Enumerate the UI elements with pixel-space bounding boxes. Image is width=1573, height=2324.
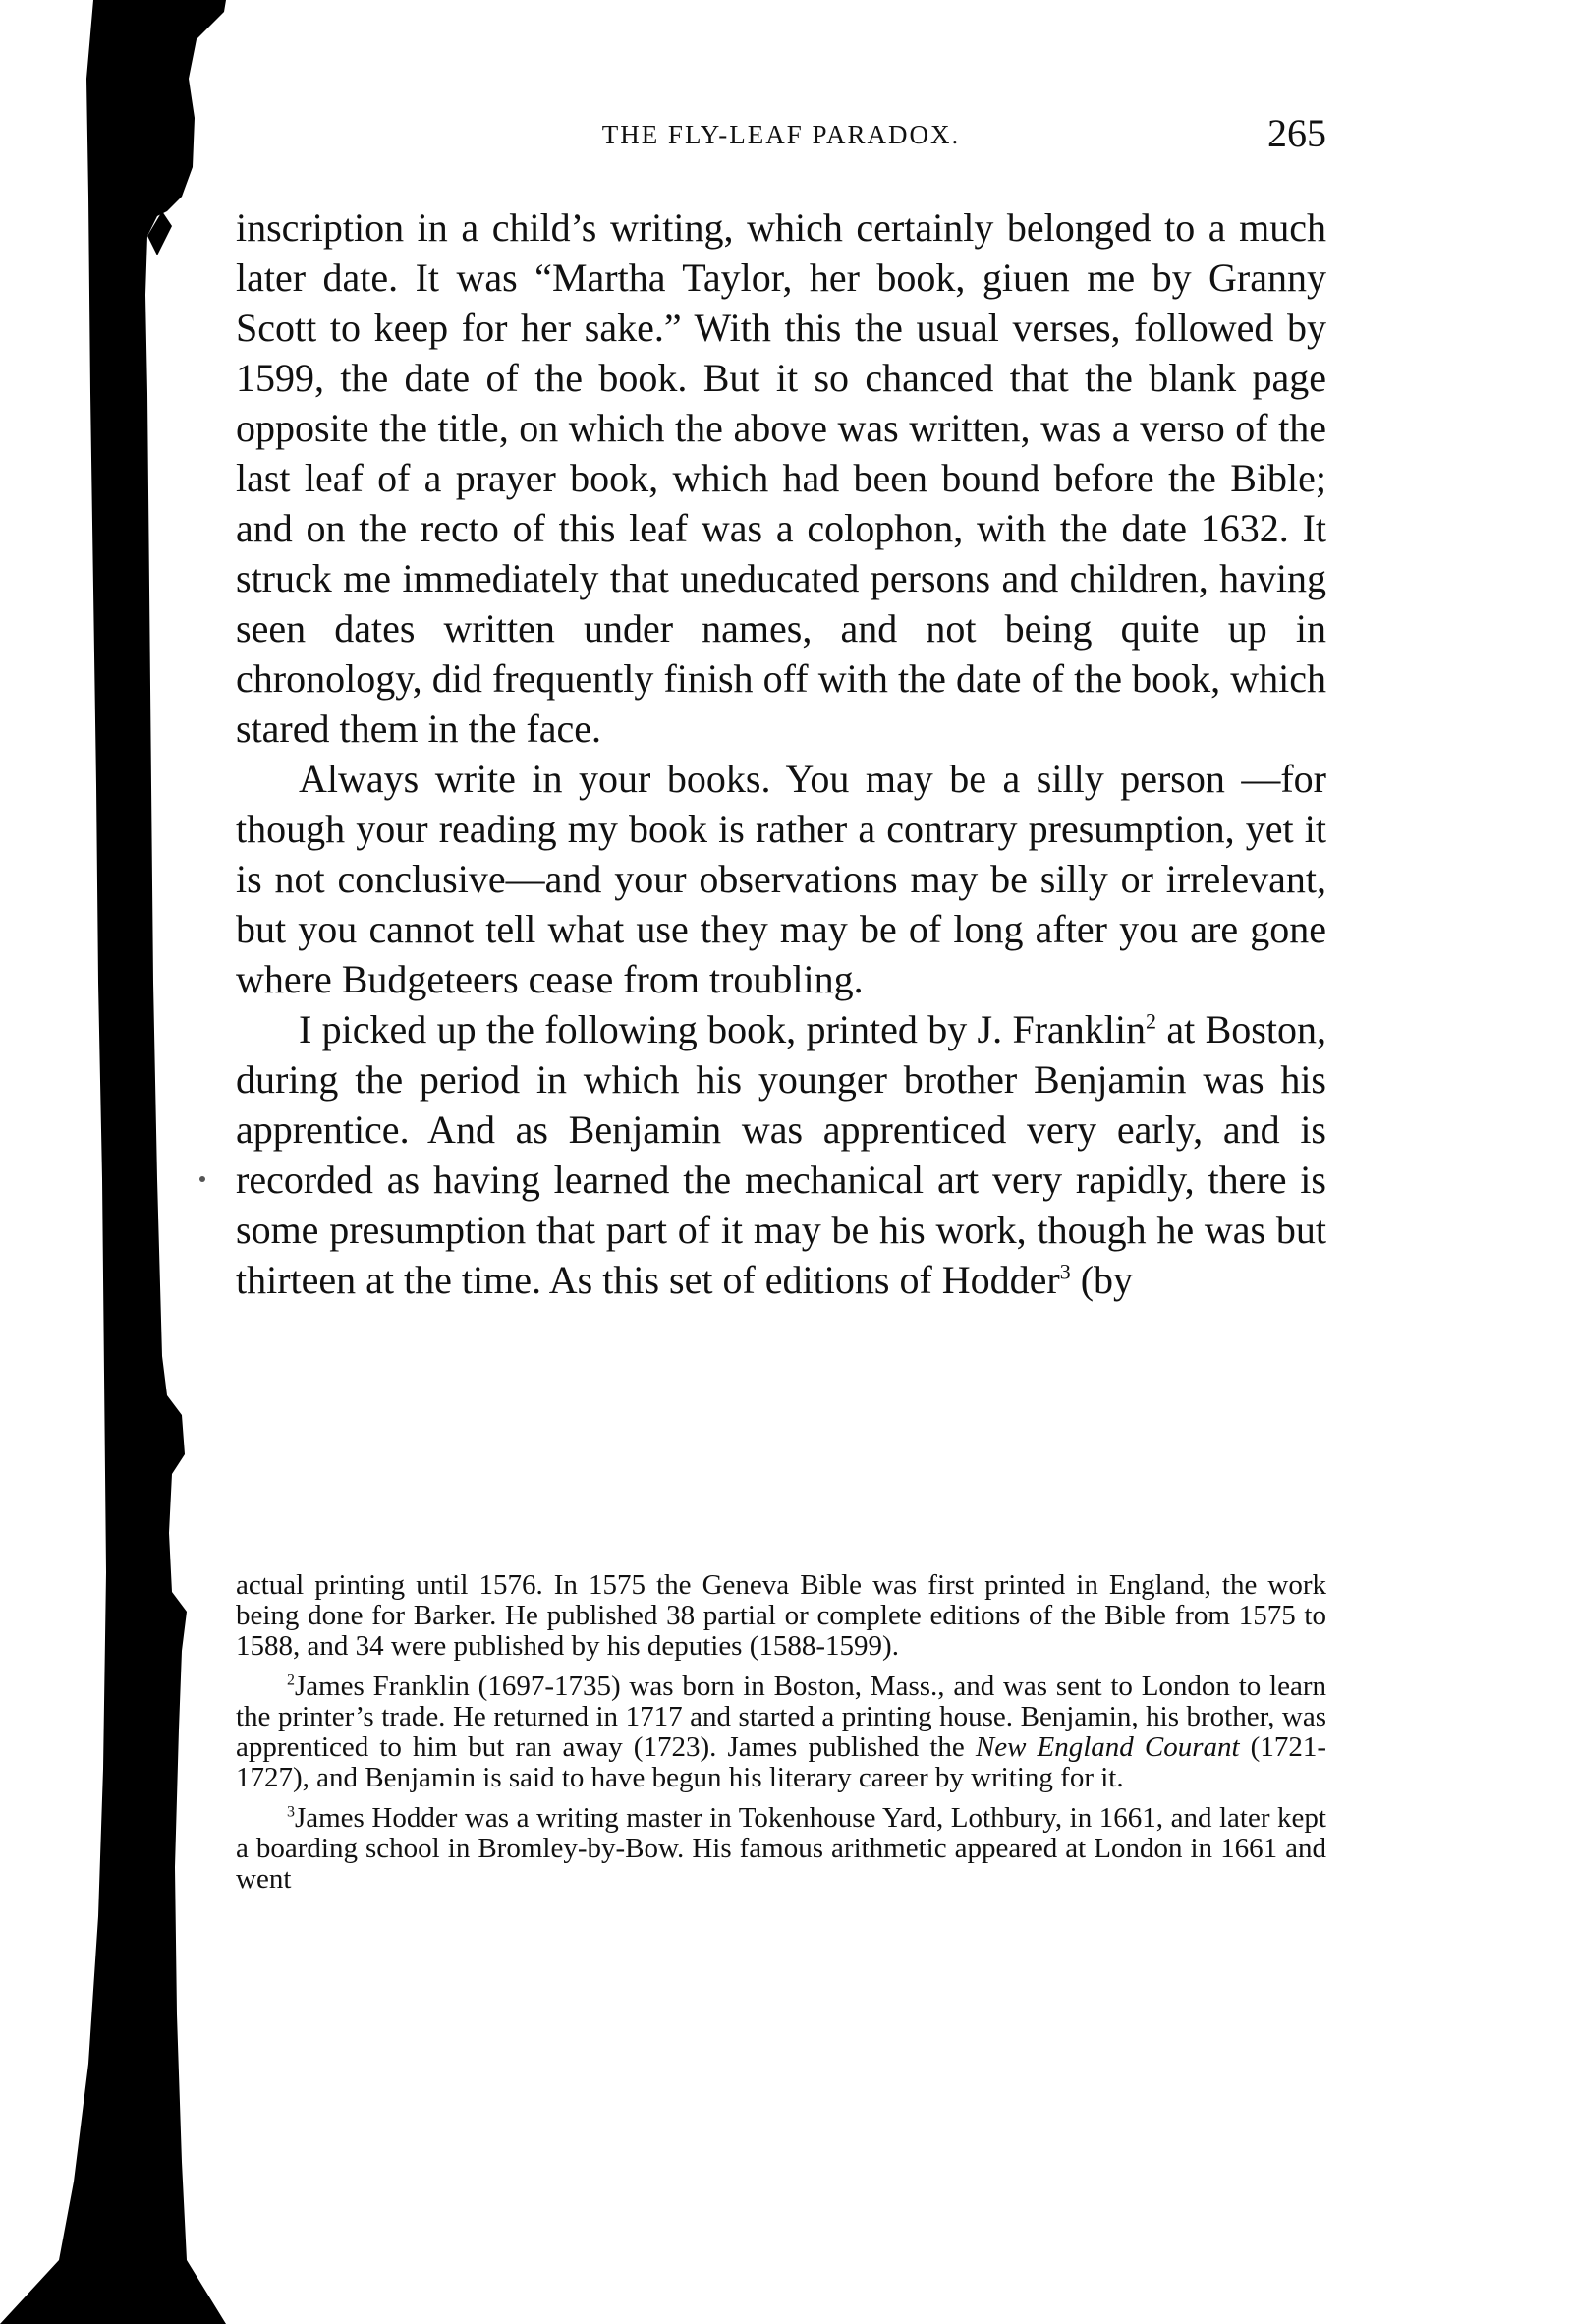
footnote-ref-2: 2 (1146, 1008, 1157, 1034)
footnote-2-text-b: (1721-1727), and Benjamin is said to have begun his literary career by writing for it. (236, 1731, 1326, 1793)
main-text (236, 202, 1326, 1305)
page-number: 265 (1267, 111, 1326, 155)
paragraph-1: inscription in a child’s writing, which certainly belonged to a much later date. It was “Martha Taylor, her book, giuen me by Granny Scott to keep for her sake.” With this the usual verses, followed by 1599, the date of the book. But it so chanced that the blank page opposite the title, on which the above was written, was a verso of the last leaf of a prayer book, which had been bound before the Bible; and on the recto of this leaf was a colophon, with the date 1632. It struck me immediately that uneducated persons and children, having seen dates written under names, and not being quite up in chronology, did frequently finish off with the date of the book, which stared them in the face. (236, 205, 1326, 751)
footnote-3-text: James Hodder was a writing master in Tokenhouse Yard, Lothbury, in 1661, and later kept a boarding school in Bromley-by-Bow. His famous arithmetic appeared at London in 1661 and went (236, 1802, 1326, 1895)
paragraph-3-part-3: (by (1070, 1258, 1134, 1302)
binding-gutter-shadow (0, 0, 255, 2324)
running-head: THE FLY-LEAF PARADOX. (601, 120, 961, 149)
footnote-2-title: New England Courant (975, 1731, 1240, 1763)
footnote-3 (236, 1803, 1326, 1895)
page-header (236, 106, 1326, 165)
paragraph-2: Always write in your books. You may be a silly person —for though your reading my book is rather a contrary presumption, yet it is not conclusive—and your observations may be silly or irrelevant, but you cannot tell what use they may be of long after you are gone where Budgeteers cease from troubling. (236, 757, 1326, 1001)
paragraph-3 (236, 1004, 1326, 1305)
footnote-2-marker: 2 (287, 1672, 295, 1689)
footnote-2-text-a: James Franklin (1697-1735) was born in Boston, Mass., and was sent to London to learn the printer’s trade. He returned in 1717 and started a printing house. Benjamin, his brother, was apprenticed to him but ran away (1723). James published the (236, 1671, 1326, 1763)
footnote-continued: actual printing until 1576. In 1575 the Geneva Bible was first printed in England, the work being done for Barker. He published 38 partial or complete editions of the Bible from 1575 to 1588, and 34 were published by his deputies (1588-1599). (236, 1569, 1326, 1662)
footnote-ref-3: 3 (1059, 1259, 1071, 1284)
footnote-2 (236, 1672, 1326, 1793)
paragraph-3-part-2: at Boston, during the period in which his younger brother Benjamin was his apprentice. And as Benjamin was apprenticed very early, and is recorded as having learned the mechanical art very rapidly, there is some presumption that part of it may be his work, though he was but thirteen at the time. As this set of editions of Hodder (236, 1007, 1326, 1302)
paragraph-3-part-1: I picked up the following book, printed by J. Franklin (299, 1007, 1147, 1051)
footnote-3-marker: 3 (287, 1803, 295, 1821)
footnotes (236, 1570, 1326, 1904)
stray-mark (199, 1176, 205, 1182)
